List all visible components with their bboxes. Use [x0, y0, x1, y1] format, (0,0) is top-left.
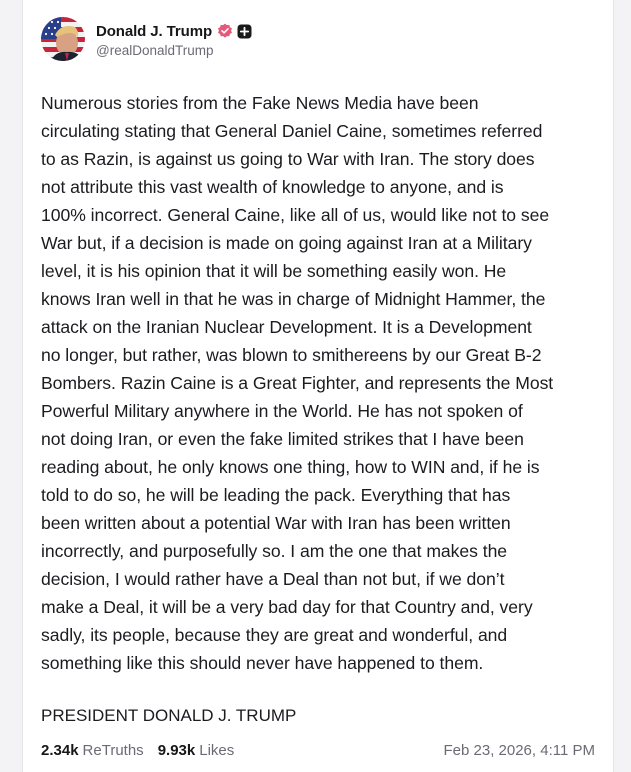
- retruths-count: 2.34k: [41, 741, 79, 759]
- post-timestamp[interactable]: Feb 23, 2026, 4:11 PM: [443, 741, 595, 759]
- post-card: [22, 0, 614, 772]
- avatar-image: [41, 17, 85, 61]
- likes-label: Likes: [199, 741, 235, 759]
- post-header: [41, 17, 252, 61]
- post-body-text: Numerous stories from the Fake News Media have been circulating stating that General Daniel Caine, sometimes referred to as Razin, is against us going to War with Iran. The story does not attribute this vast wealth of knowledge to anyone, and is 100% incorrect. General Caine, like all of us, would like not to see War but, if a decision is made on going against Iran at a Military level, it is his opinion that it will be something easily won. He knows Iran well in that he was in charge of Midnight Hammer, the attack on the Iranian Nuclear Development. It is a Development no longer, but rather, was blown to smithereens by our Great B-2 Bombers. Razin Caine is a Great Fighter, and represents the Most Powerful Military anywhere in the World. He has not spoken of not doing Iran, or even the fake limited strikes that I have been reading about, he only knows one thing, how to WIN and, if he is told to do so, he will be leading the pack. Everything that has been written about a potential War with Iran has been written incorrectly, and purposefully so. I am the one that makes the decision, I would rather have a Deal than not but, if we don’t make a Deal, it will be a very bad day for that Country and, very sadly, its people, because they are great and wonderful, and something like this should never have happened to them.: [41, 93, 554, 673]
- verified-badge-icon: [217, 23, 233, 39]
- name-row: [96, 20, 252, 42]
- post-footer: [41, 738, 595, 762]
- plus-badge-icon: [237, 24, 252, 39]
- retruths-label: ReTruths: [82, 741, 144, 759]
- user-info: [96, 20, 252, 58]
- likes-stat[interactable]: [158, 742, 235, 759]
- display-name[interactable]: Donald J. Trump: [96, 22, 213, 40]
- post-signature: PRESIDENT DONALD J. TRUMP: [41, 706, 297, 725]
- likes-count: 9.93k: [157, 741, 196, 759]
- user-handle[interactable]: @realDonaldTrump: [96, 43, 214, 58]
- avatar[interactable]: [41, 17, 85, 61]
- retruths-stat[interactable]: [41, 742, 144, 759]
